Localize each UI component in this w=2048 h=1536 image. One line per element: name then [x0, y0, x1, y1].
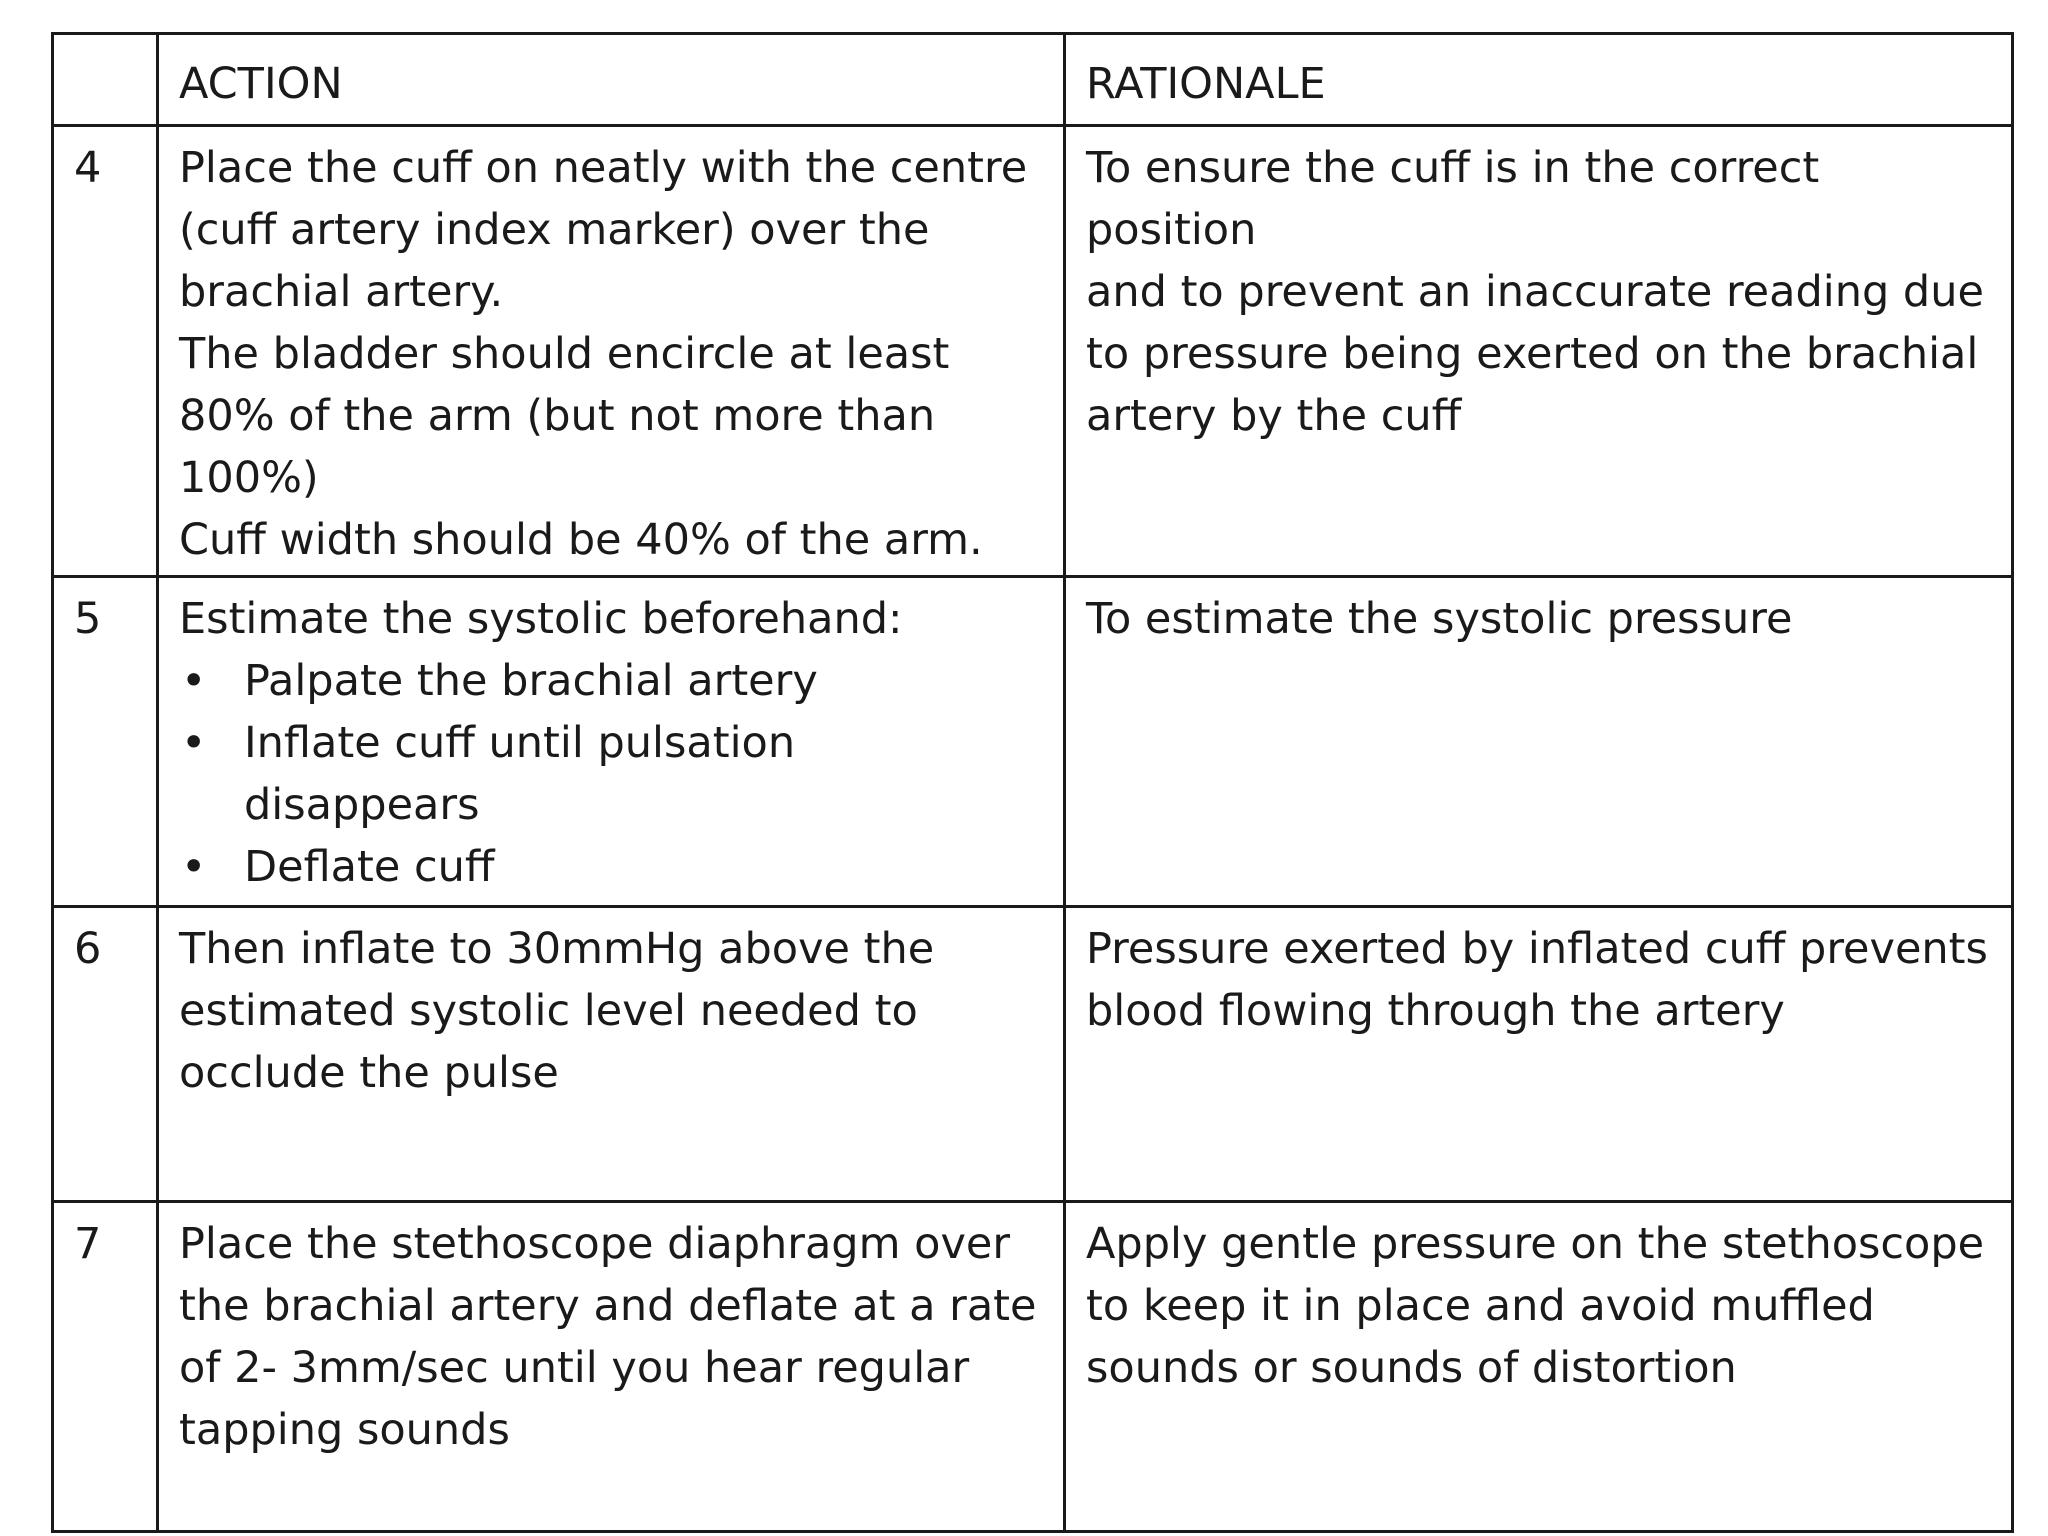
bullet-icon: • — [181, 656, 207, 706]
list-item — [179, 836, 1043, 898]
rationale-text: To estimate the systolic pressure — [1086, 594, 1793, 644]
rationale-cell — [1065, 126, 2013, 577]
action-cell — [158, 1202, 1065, 1532]
table-row — [53, 1202, 2013, 1532]
list-item-text: Palpate the brachial artery — [244, 656, 818, 706]
procedure-table — [51, 32, 2014, 1533]
list-item-text: Deflate cuff — [244, 842, 495, 892]
rationale-text: Apply gentle pressure on the stethoscope to keep it in place and avoid muffled sounds or sounds of distortion — [1086, 1219, 1985, 1393]
table-row — [53, 907, 2013, 1202]
action-cell — [158, 126, 1065, 577]
rationale-cell — [1065, 907, 2013, 1202]
header-number — [53, 34, 158, 126]
action-cell — [158, 577, 1065, 907]
bullet-icon: • — [181, 718, 207, 768]
rationale-text: Pressure exerted by inflated cuff prevents blood flowing through the artery — [1086, 924, 1988, 1036]
header-action: ACTION — [158, 34, 1065, 126]
step-number: 4 — [53, 126, 158, 577]
step-number: 5 — [53, 577, 158, 907]
rationale-cell — [1065, 1202, 2013, 1532]
step-number: 6 — [53, 907, 158, 1202]
table-row — [53, 126, 2013, 577]
table-header-row — [53, 34, 2013, 126]
list-item — [179, 712, 1043, 836]
bullet-icon: • — [181, 842, 207, 892]
action-text: Place the stethoscope diaphragm over the brachial artery and deflate at a rate of 2- 3mm/sec until you hear regular tapping sounds — [179, 1219, 1037, 1455]
action-cell — [158, 907, 1065, 1202]
list-item-text: Inflate cuff until pulsation disappears — [244, 718, 796, 830]
action-bullet-list — [179, 650, 1043, 898]
rationale-text: To ensure the cuff is in the correct position and to prevent an inaccurate reading due to pressure being exerted on the brachial artery by the cuff — [1086, 143, 1984, 441]
rationale-cell — [1065, 577, 2013, 907]
table-row — [53, 577, 2013, 907]
list-item — [179, 650, 1043, 712]
step-number: 7 — [53, 1202, 158, 1532]
header-rationale: RATIONALE — [1065, 34, 2013, 126]
action-text: Then inflate to 30mmHg above the estimated systolic level needed to occlude the pulse — [179, 924, 935, 1098]
action-text: Place the cuff on neatly with the centre (cuff artery index marker) over the brachial artery. The bladder should encircle at least 80% of the arm (but not more than 100%) Cuff width should be 40% of the arm. — [179, 143, 1028, 565]
action-intro: Estimate the systolic beforehand: — [179, 594, 903, 644]
